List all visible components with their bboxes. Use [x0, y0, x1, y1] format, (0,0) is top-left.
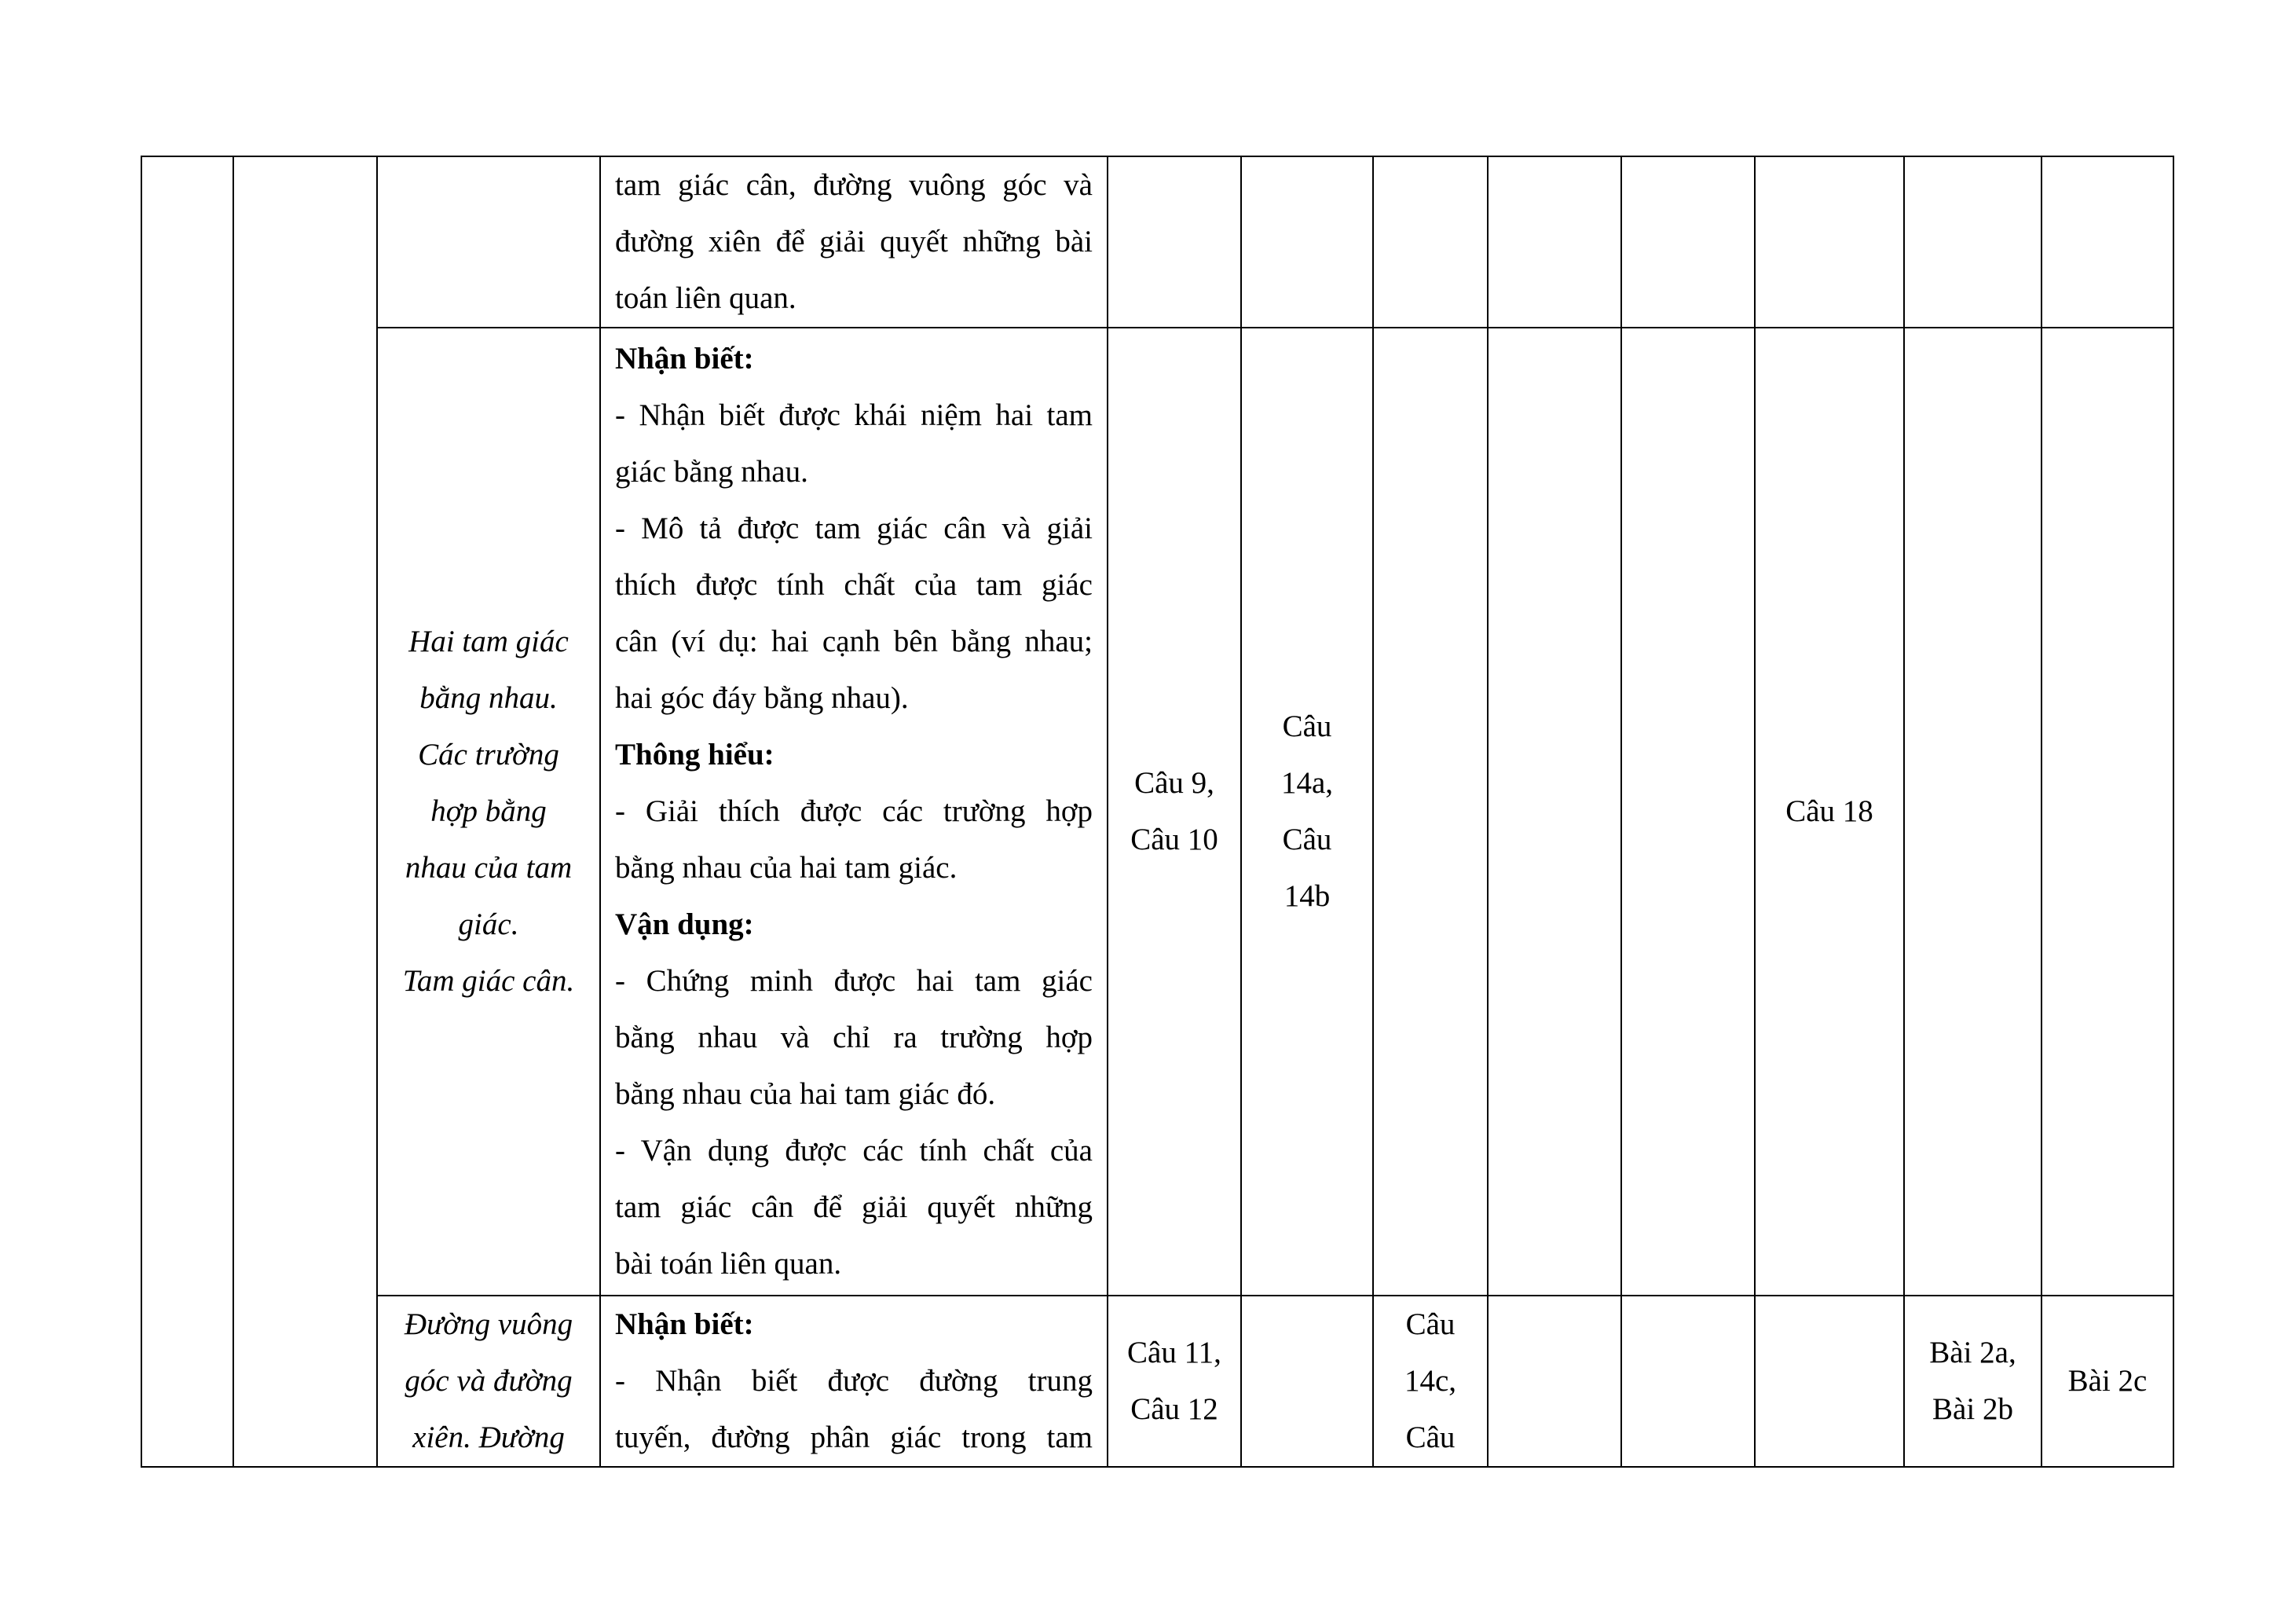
description-line: thích được tính chất của tam giác — [615, 568, 1093, 602]
level-heading: Thông hiểu: — [615, 738, 774, 772]
topic-cell — [377, 328, 600, 1296]
empty-cell — [1488, 1296, 1621, 1467]
empty-cell — [1373, 328, 1488, 1296]
description-line: bằng nhau của hai tam giác đó. — [615, 1077, 996, 1111]
empty-cell — [1904, 156, 2041, 328]
description-line: tuyến, đường phân giác trong tam — [615, 1421, 1093, 1454]
level-heading: Nhận biết: — [615, 1307, 754, 1341]
empty-cell — [1488, 156, 1621, 328]
question-ref: Bài 2c — [2067, 1364, 2148, 1398]
description-line: - Nhận biết được đường trung — [615, 1364, 1093, 1398]
empty-cell — [1621, 1296, 1755, 1467]
empty-cell — [1621, 328, 1755, 1296]
question-ref: Bài 2b — [1932, 1392, 2013, 1426]
table-row — [141, 1296, 2173, 1467]
question-ref: Câu — [1405, 1307, 1456, 1341]
description-line: - Giải thích được các trường hợp — [615, 794, 1093, 828]
question-ref: Câu 11, — [1127, 1336, 1221, 1369]
description-line: toán liên quan. — [615, 281, 796, 315]
question-ref: Câu — [1282, 709, 1332, 743]
topic-line: giác. — [458, 907, 519, 941]
vd-cell — [1904, 1296, 2041, 1467]
question-ref: Câu 12 — [1130, 1392, 1218, 1426]
question-ref: Câu — [1282, 823, 1332, 856]
topic-line: Các trường — [418, 738, 559, 772]
requirement-description-cell — [600, 156, 1108, 328]
vdc-cell — [2041, 328, 2173, 1296]
topic-line: Đường vuông — [404, 1307, 573, 1341]
topic-line: Tam giác cân. — [402, 964, 575, 998]
topic-cell — [377, 156, 600, 328]
topic-line: hợp bằng — [430, 794, 547, 828]
description-line: - Mô tả được tam giác cân và giải — [615, 511, 1093, 545]
level-heading: Vận dụng: — [615, 907, 754, 941]
description-line: đường xiên để giải quyết những bài — [615, 225, 1093, 258]
requirement-description-cell — [600, 328, 1108, 1296]
description-line: giác bằng nhau. — [615, 455, 808, 489]
question-ref: Câu 18 — [1785, 794, 1873, 828]
description-line: - Vận dụng được các tính chất của — [615, 1134, 1093, 1168]
question-ref: Câu — [1405, 1421, 1456, 1454]
table-row — [141, 328, 2173, 1296]
description-line: tam giác cân, đường vuông góc và — [615, 168, 1093, 202]
vdc-cell — [2041, 1296, 2173, 1467]
assessment-spec-table — [141, 156, 2174, 1468]
vd-cell — [1755, 156, 1904, 328]
topic-cell — [377, 1296, 600, 1467]
question-ref: 14c, — [1404, 1364, 1457, 1398]
empty-cell — [1241, 1296, 1373, 1467]
topic-line: Hai tam giác — [408, 625, 569, 658]
empty-cell — [1373, 156, 1488, 328]
question-ref: 14b — [1283, 879, 1331, 913]
topic-line: nhau của tam — [405, 851, 573, 885]
nb-tn-cell — [1108, 1296, 1241, 1467]
question-ref: Câu 10 — [1130, 823, 1218, 856]
th-tl-cell — [1373, 1296, 1488, 1467]
nb-tn-cell — [1108, 328, 1241, 1296]
chapter-cell — [141, 156, 233, 1467]
empty-cell — [1621, 156, 1755, 328]
topic-line: xiên. Đường — [412, 1421, 565, 1454]
empty-cell — [1904, 328, 2041, 1296]
empty-cell — [1755, 1296, 1904, 1467]
requirement-description-cell — [600, 1296, 1108, 1467]
content-cell — [233, 156, 377, 1467]
th-tn-cell — [1241, 156, 1373, 328]
description-line: - Nhận biết được khái niệm hai tam — [615, 398, 1093, 432]
vd-cell — [1755, 328, 1904, 1296]
description-line: bài toán liên quan. — [615, 1247, 842, 1281]
table-row — [141, 156, 2173, 328]
description-line: - Chứng minh được hai tam giác — [615, 964, 1093, 998]
th-tn-cell — [1241, 328, 1373, 1296]
vdc-cell — [2041, 156, 2173, 328]
empty-cell — [1488, 328, 1621, 1296]
description-line: hai góc đáy bằng nhau). — [615, 681, 909, 715]
nb-tn-cell — [1108, 156, 1241, 328]
description-line: tam giác cân để giải quyết những — [615, 1190, 1093, 1224]
description-line: bằng nhau và chỉ ra trường hợp — [615, 1021, 1093, 1054]
level-heading: Nhận biết: — [615, 342, 754, 376]
question-ref: Bài 2a, — [1929, 1336, 2016, 1369]
topic-line: bằng nhau. — [419, 681, 558, 715]
description-line: cân (ví dụ: hai cạnh bên bằng nhau; — [615, 625, 1093, 658]
question-ref: 14a, — [1280, 766, 1334, 800]
topic-line: góc và đường — [405, 1364, 573, 1398]
description-line: bằng nhau của hai tam giác. — [615, 851, 958, 885]
question-ref: Câu 9, — [1134, 766, 1214, 800]
